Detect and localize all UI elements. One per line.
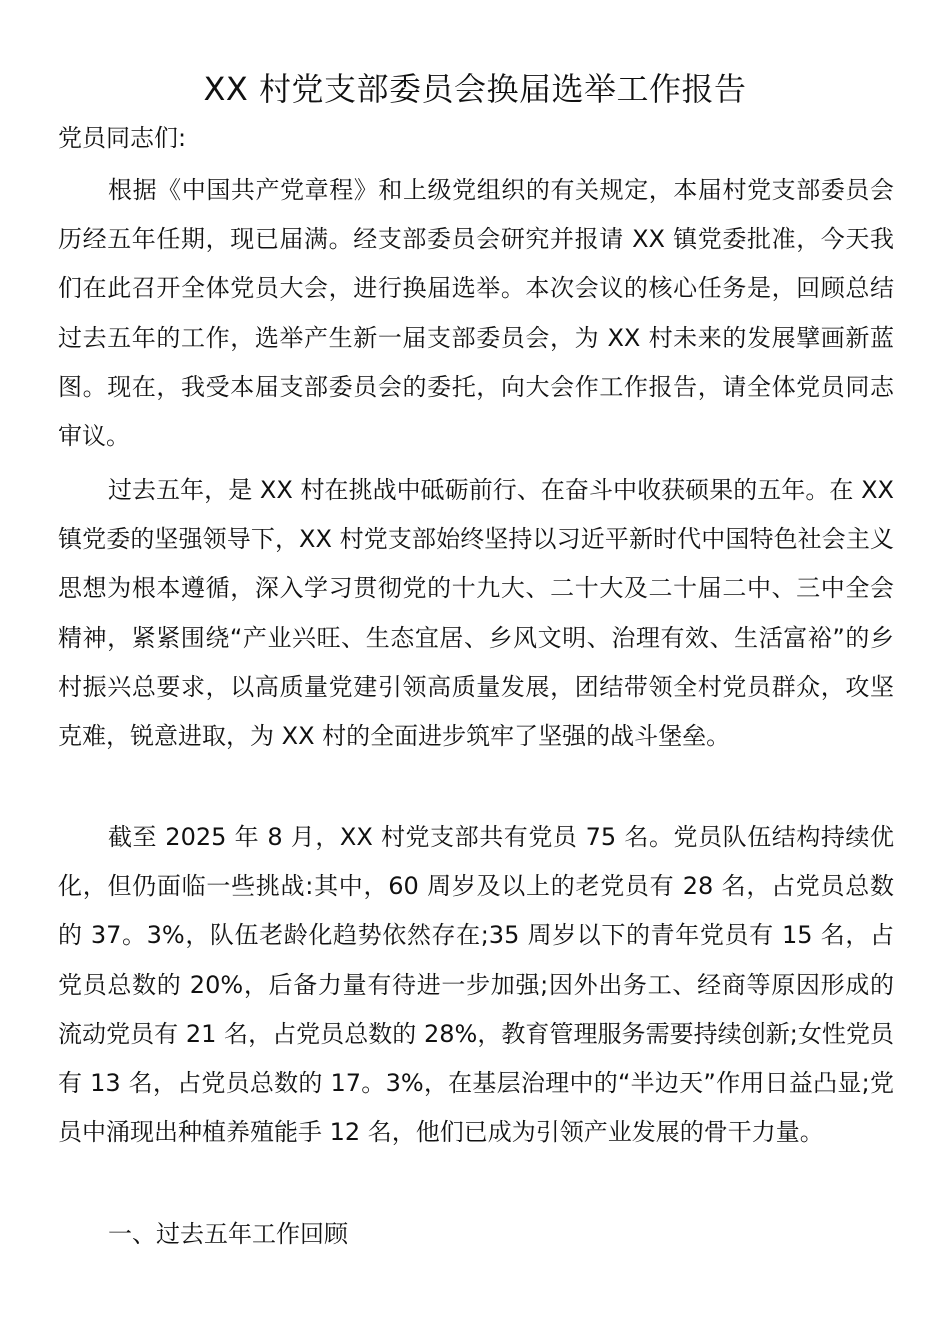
- salutation: 党员同志们:: [58, 124, 187, 152]
- paragraph-intro: 根据《中国共产党章程》和上级党组织的有关规定，本届村党支部委员会历经五年任期，现已届满。经支部委员会研究并报请 XX 镇党委批准，今天我们在此召开全体党员大会，进行换届选举。本次会议的核心任务是，回顾总结过去五年的工作，选举产生新一届支部委员会，为 XX 村未来的发展擘画新蓝图。现在，我受本届支部委员会的委托，向大会作工作报告，请全体党员同志审议。: [58, 176, 894, 451]
- section-heading-work-review: 一、过去五年工作回顾: [108, 1220, 348, 1248]
- document-title: XX 村党支部委员会换届选举工作报告: [203, 70, 747, 108]
- paragraph-membership-stats: 截至 2025 年 8 月，XX 村党支部共有党员 75 名。党员队伍结构持续优化，但仍面临一些挑战:其中，60 周岁及以上的老党员有 28 名，占党员总数的 37。3%，队伍老龄化趋势依然存在;35 周岁以下的青年党员有 15 名，占党员总数的 20%，后备力量有待进一步加强;因外出务工、经商等原因形成的流动党员有 21 名，占党员总数的 28%，教育管理服务需要持续创新;女性党员有 13 名，占党员总数的 17。3%，在基层治理中的“半边天”作用日益凸显;党员中涌现出种植养殖能手 12 名，他们已成为引领产业发展的骨干力量。: [58, 823, 894, 1147]
- paragraph-review: 过去五年，是 XX 村在挑战中砥砺前行、在奋斗中收获硕果的五年。在 XX 镇党委的坚强领导下，XX 村党支部始终坚持以习近平新时代中国特色社会主义思想为根本遵循，深入学习贯彻党的十九大、二十大及二十届二中、三中全会精神，紧紧围绕“产业兴旺、生态宜居、乡风文明、治理有效、生活富裕”的乡村振兴总要求，以高质量党建引领高质量发展，团结带领全村党员群众，攻坚克难，锐意进取，为 XX 村的全面进步筑牢了坚强的战斗堡垒。: [58, 476, 894, 751]
